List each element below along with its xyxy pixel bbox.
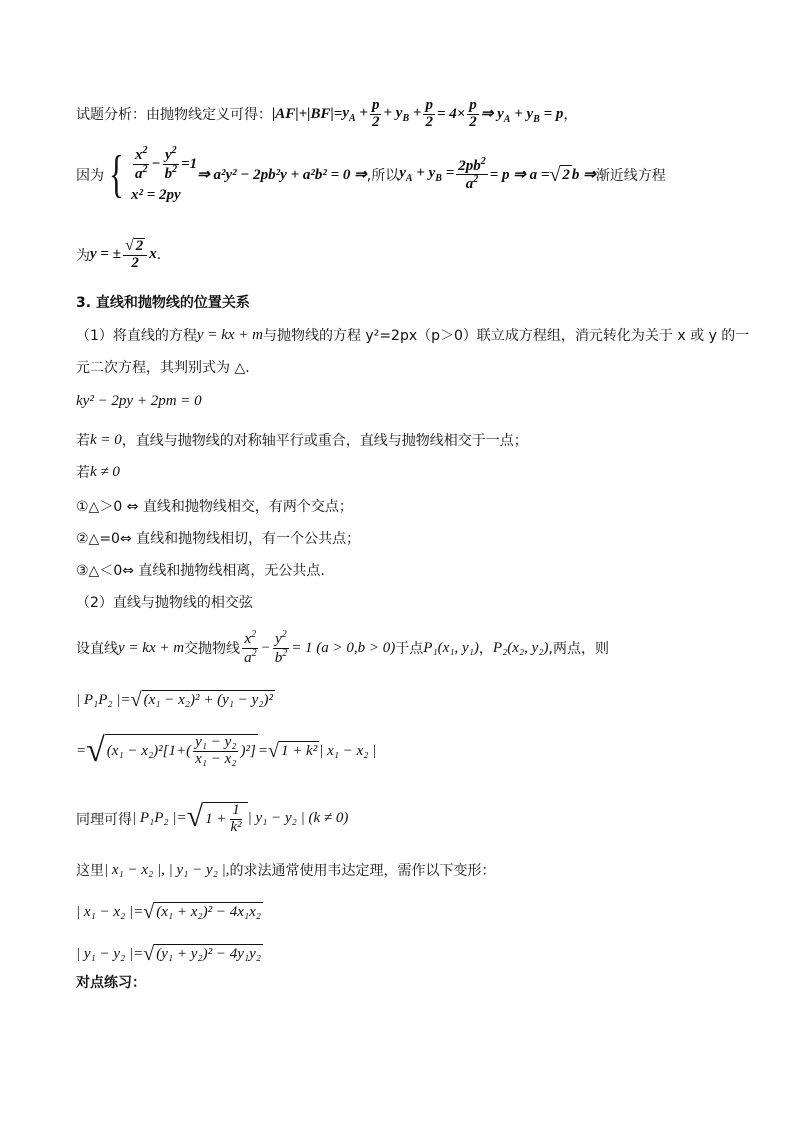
set-line-eq: y = kx + m [118, 639, 185, 656]
sqrt-2: √ 2 [549, 163, 570, 186]
asymptote-label: 渐近线方程 [595, 167, 666, 184]
similar-formula [76, 802, 348, 836]
here-label: 这里 [76, 863, 104, 879]
similar-label: 同理可得 [76, 811, 132, 828]
vieta-y-sqrt: √ (y₁ + y₂)² − 4y₁y₂ [143, 943, 261, 965]
case-k-zero-text: ，直线与抛物线的对称轴平行或重合，直线与抛物线相交于一点； [121, 433, 528, 449]
x2-over-a2: $\frac{x^2}{a^2}$ [244, 629, 257, 666]
case-k-nonzero [76, 462, 120, 482]
vieta-note [76, 860, 495, 880]
sqrt-1-over-k2: √ 1 + $\frac{1}{\text{k²}}$ [187, 802, 248, 836]
big-sqrt: √ (x₁ − x₂)²[1+( $\frac{\text{y₁ − y₂}}{\text{x₁ − x₂}}$ )²] [86, 732, 256, 769]
vieta-text: 的求法通常使用韦达定理，需作以下变形： [229, 863, 496, 879]
line-equation: y = kx + m [196, 326, 263, 343]
p-over-2-c: $\frac{p}{2}$ [469, 97, 477, 130]
paragraph-1-line-2: 元二次方程，其判别式为 △. [76, 360, 250, 376]
p1-text-a: （1）将直线的方程 [76, 328, 197, 344]
discriminant-negative: ③△＜0⇔ 直线和抛物线相离，无公共点. [76, 563, 325, 579]
distance-sqrt: √ (x₁ − x₂)² + (y₁ − y₂)² [130, 689, 273, 711]
so-label: ,所以 [366, 167, 400, 184]
parabola-eq: x² = 2py [130, 186, 181, 203]
intersect-label: 交抛物线 [184, 641, 241, 658]
two-pb2-over-a2: $\frac{2pb^2}{a^2}$ [458, 155, 486, 193]
paragraph-1-line-1 [76, 325, 749, 345]
set-line-statement: 设直线 y = kx + m 交抛物线 $\frac{x^2}{a^2}$ − $\frac{y^2}{b^2}$ = 1 (a > 0,b > 0) 于点 P₁(x₁, y₁) ， P₂(x₂, y₂) ,两点，则 [76, 629, 609, 666]
vieta-y-lhs: | y₁ − y₂ |= [76, 945, 144, 962]
case-k-zero [76, 430, 528, 450]
abs-x-diff: | x₁ − x₂ | [319, 742, 377, 759]
case-k-nonzero-prefix: 若 [76, 465, 90, 481]
asymptote-eq: y = ± [90, 246, 121, 263]
four-times: = 4× [436, 105, 466, 122]
set-line-prefix: 设直线 [76, 641, 118, 658]
section-title: 3. 直线和抛物线的位置关系 [76, 295, 250, 311]
equals-sign-2: = [257, 742, 268, 759]
focal-sum: |AF|+|BF|= [272, 105, 343, 122]
analysis-line [76, 98, 577, 131]
vieta-x-sqrt: √ (x₁ + x₂)² − 4x₁x₂ [143, 901, 261, 923]
sqrt2-over-2: √ 2 2 [123, 238, 147, 272]
hyperbola-eq: $\frac{x^2}{a^2}$ − $\frac{y^2}{b^2}$ =1 [134, 145, 198, 182]
ya-yb-sum: $y_A + y_B$ = [399, 165, 455, 185]
discriminant-positive: ①△＞0 ⇔ 直线和抛物线相交，有两个交点； [76, 499, 353, 515]
point-separator: ， [478, 641, 493, 658]
equals-sign: = [76, 742, 87, 759]
implies-ya: ⇒ $y_A + y_B = p$ [480, 105, 564, 125]
p1-text-b: 与抛物线的方程 y²=2px（p＞0）联立成方程组，消元转化为关于 x 或 y 的一 [262, 328, 750, 344]
period: . [156, 246, 162, 263]
y2-over-b2: $\frac{y^2}{b^2}$ [274, 629, 288, 666]
system-line [76, 146, 666, 204]
vieta-x-lhs: | x₁ − x₂ |= [76, 903, 144, 920]
point-p1: P₁(x₁, y₁) [423, 639, 479, 656]
distance-formula [76, 690, 275, 710]
similar-lhs: | P₁P₂ |= [132, 810, 187, 827]
wei-label: 为 [76, 247, 90, 264]
set-line-suffix: ,两点，则 [548, 641, 609, 658]
implication-3: b ⇒ [571, 167, 596, 184]
point-p2: P₂(x₂, y₂) [492, 639, 549, 656]
asymptote-x: x [149, 246, 157, 263]
k-nonzero-eq: k ≠ 0 [90, 463, 120, 480]
equation-system: { $\frac{x^2}{a^2}$ − $\frac{y^2}{b^2}$ =1 x² = 2py [108, 145, 198, 203]
subsection-2-title: （2）直线与抛物线的相交弦 [76, 595, 253, 611]
comma: ， [563, 107, 578, 124]
sqrt-1-k2: √ 1 + k² [267, 740, 318, 762]
practice-heading: 对点练习： [76, 975, 146, 991]
ya-term: $y_A$ + [342, 104, 368, 124]
distance-formula-2 [76, 734, 376, 768]
quadratic-equation: ky² − 2py + 2pm = 0 [76, 393, 202, 409]
p-over-2-b: $\frac{p}{2}$ [425, 97, 433, 130]
hyperbola-rhs: = 1 (a > 0,b > 0) [291, 639, 396, 656]
implication-1: ⇒ a²y² − 2pb²y + a²b² = 0 ⇒ [197, 167, 367, 184]
implication-2: = p ⇒ a = [489, 167, 550, 184]
abs-terms: | x₁ − x₂ |, | y₁ − y₂ |, [104, 861, 230, 878]
yb-term: + $y_B$ + [383, 104, 422, 124]
case-k-zero-prefix: 若 [76, 433, 90, 449]
analysis-label: 试题分析：由抛物线定义可得： [76, 107, 272, 124]
because-label: 因为 [76, 167, 104, 184]
at-points-label: 于点 [395, 641, 424, 658]
vieta-x [76, 902, 263, 922]
p-over-2-a: $\frac{p}{2}$ [371, 97, 380, 130]
vieta-y [76, 944, 263, 964]
distance-lhs: | P₁P₂ |= [76, 691, 131, 708]
k-zero-eq: k = 0 [90, 431, 122, 448]
discriminant-zero: ②△=0⇔ 直线和抛物线相切，有一个公共点； [76, 531, 361, 547]
asymptote-line [76, 238, 161, 272]
abs-y-diff: | y₁ − y₂ | (k ≠ 0) [247, 810, 349, 827]
